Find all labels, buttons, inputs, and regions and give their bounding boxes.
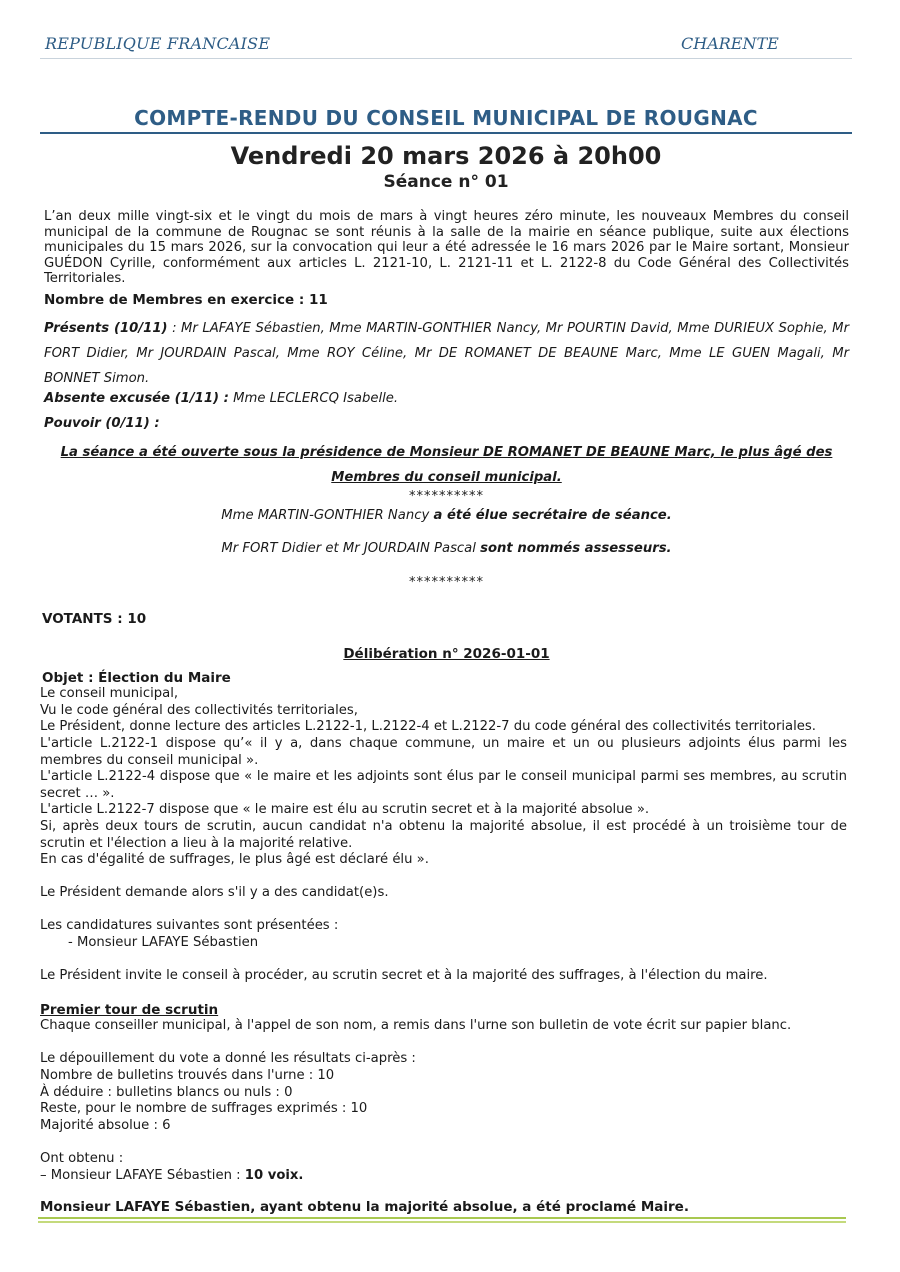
header-divider	[40, 58, 852, 59]
title-divider	[40, 132, 852, 134]
proclamation-statement: Monsieur LAFAYE Sébastien, ayant obtenu la majorité absolue, a été proclamé Maire.	[40, 1199, 689, 1215]
premier-tour-heading: Premier tour de scrutin	[40, 1002, 219, 1018]
meeting-date: Vendredi 20 mars 2026 à 20h00	[230, 142, 662, 170]
secretaire-role: a été élue secrétaire de séance.	[433, 508, 672, 523]
result-line: Majorité absolue : 6	[40, 1118, 171, 1133]
absente-label: Absente excusée (1/11) :	[44, 391, 229, 406]
text-paragraph: Si, après deux tours de scrutin, aucun candidat n'a obtenu la majorité absolue, il est procédé à un troisième tour de scrutin et l'élection a lieu à la majorité relative.	[40, 819, 847, 851]
separator-stars: **********	[409, 489, 484, 504]
text-line: En cas d'égalité de suffrages, le plus âgé est déclaré élu ».	[40, 852, 429, 867]
absente-name: Mme LECLERCQ Isabelle.	[228, 391, 399, 406]
assesseurs-names: Mr FORT Didier et Mr JOURDAIN Pascal	[221, 541, 481, 556]
footer-divider	[38, 1221, 846, 1223]
objet-heading: Objet : Élection du Maire	[42, 670, 231, 686]
separator-stars: **********	[409, 575, 484, 590]
assesseurs-role: sont nommés assesseurs.	[480, 541, 672, 556]
presents-paragraph	[44, 316, 849, 391]
text-line: Ont obtenu :	[40, 1151, 124, 1166]
presents-list: : Mr LAFAYE Sébastien, Mme MARTIN-GONTHIER Nancy, Mr POURTIN David, Mme DURIEUX Sophie, Mr FORT Didier, Mr JOURDAIN Pascal, Mme ROY Céline, Mr DE ROMANET DE BEAUNE Marc, Mme LE GUEN Magali, Mr BONNET Simon.	[44, 321, 849, 386]
candidate-item: - Monsieur LAFAYE Sébastien	[68, 935, 259, 950]
assesseurs-line	[44, 541, 849, 556]
header-republique: REPUBLIQUE FRANCAISE	[45, 34, 271, 53]
deliberation-number: Délibération n° 2026-01-01	[343, 646, 550, 662]
footer-divider	[38, 1217, 846, 1219]
membres-count: Nombre de Membres en exercice : 11	[44, 292, 328, 308]
article-l2122-4: L'article L.2122-4 dispose que « le maire et les adjoints sont élus par le conseil municipal parmi ses membres, au scrutin secret … ».	[40, 769, 847, 801]
text-line: Le conseil municipal,	[40, 686, 179, 701]
seance-number: Séance n° 01	[383, 172, 509, 192]
article-l2122-1: L'article L.2122-1 dispose qu’« il y a, dans chaque commune, un maire et un ou plusieurs adjoints élus parmi les membres du conseil municipal ».	[40, 736, 847, 768]
ouverture-statement: La séance a été ouverte sous la présidence de Monsieur DE ROMANET DE BEAUNE Marc, le plus âgé des Membres du conseil municipal.	[60, 445, 833, 485]
presents-label: Présents (10/11)	[44, 321, 168, 336]
result-line: À déduire : bulletins blancs ou nuls : 0	[40, 1085, 293, 1100]
text-line: Chaque conseiller municipal, à l'appel de son nom, a remis dans l'urne son bulletin de vote écrit sur papier blanc.	[40, 1018, 792, 1033]
text-line: Les candidatures suivantes sont présentées :	[40, 918, 339, 933]
intro-paragraph: L’an deux mille vingt-six et le vingt du mois de mars à vingt heures zéro minute, les nouveaux Membres du conseil municipal de la commune de Rougnac se sont réunis à la salle de la mairie en séance publique, suite aux élections municipales du 15 mars 2026, sur la convocation qui leur a été adressée le 16 mars 2026 par le Maire sortant, Monsieur GUÉDON Cyrille, conformément aux articles L. 2121-10, L. 2121-11 et L. 2122-8 du Code Général des Collectivités Territoriales.	[44, 209, 849, 287]
secretaire-line	[44, 508, 849, 523]
result-line: Reste, pour le nombre de suffrages exprimés : 10	[40, 1101, 368, 1116]
pouvoir-line: Pouvoir (0/11) :	[44, 416, 160, 431]
text-line: Le dépouillement du vote a donné les résultats ci-après :	[40, 1051, 416, 1066]
absente-line	[44, 391, 398, 406]
header-departement: CHARENTE	[681, 34, 779, 53]
text-line: Vu le code général des collectivités territoriales,	[40, 703, 358, 718]
result-votes-line	[40, 1168, 303, 1185]
result-line: Nombre de bulletins trouvés dans l'urne : 10	[40, 1068, 335, 1083]
text-line: Le Président, donne lecture des articles L.2122-1, L.2122-4 et L.2122-7 du code général des collectivités territoriales.	[40, 719, 816, 734]
votants-count: VOTANTS : 10	[42, 611, 147, 627]
text-line: Le Président invite le conseil à procéder, au scrutin secret et à la majorité des suffrages, à l'élection du maire.	[40, 968, 768, 983]
text-line: Le Président demande alors s'il y a des candidat(e)s.	[40, 885, 389, 900]
secretaire-name: Mme MARTIN-GONTHIER Nancy	[221, 508, 434, 523]
result-votes: 10 voix.	[244, 1168, 304, 1183]
article-l2122-7: L'article L.2122-7 dispose que « le maire est élu au scrutin secret et à la majorité absolue ».	[40, 802, 650, 817]
result-candidate: – Monsieur LAFAYE Sébastien :	[40, 1168, 245, 1183]
deliberation-heading	[44, 646, 849, 662]
document-title: COMPTE-RENDU DU CONSEIL MUNICIPAL DE ROUGNAC	[134, 106, 758, 130]
